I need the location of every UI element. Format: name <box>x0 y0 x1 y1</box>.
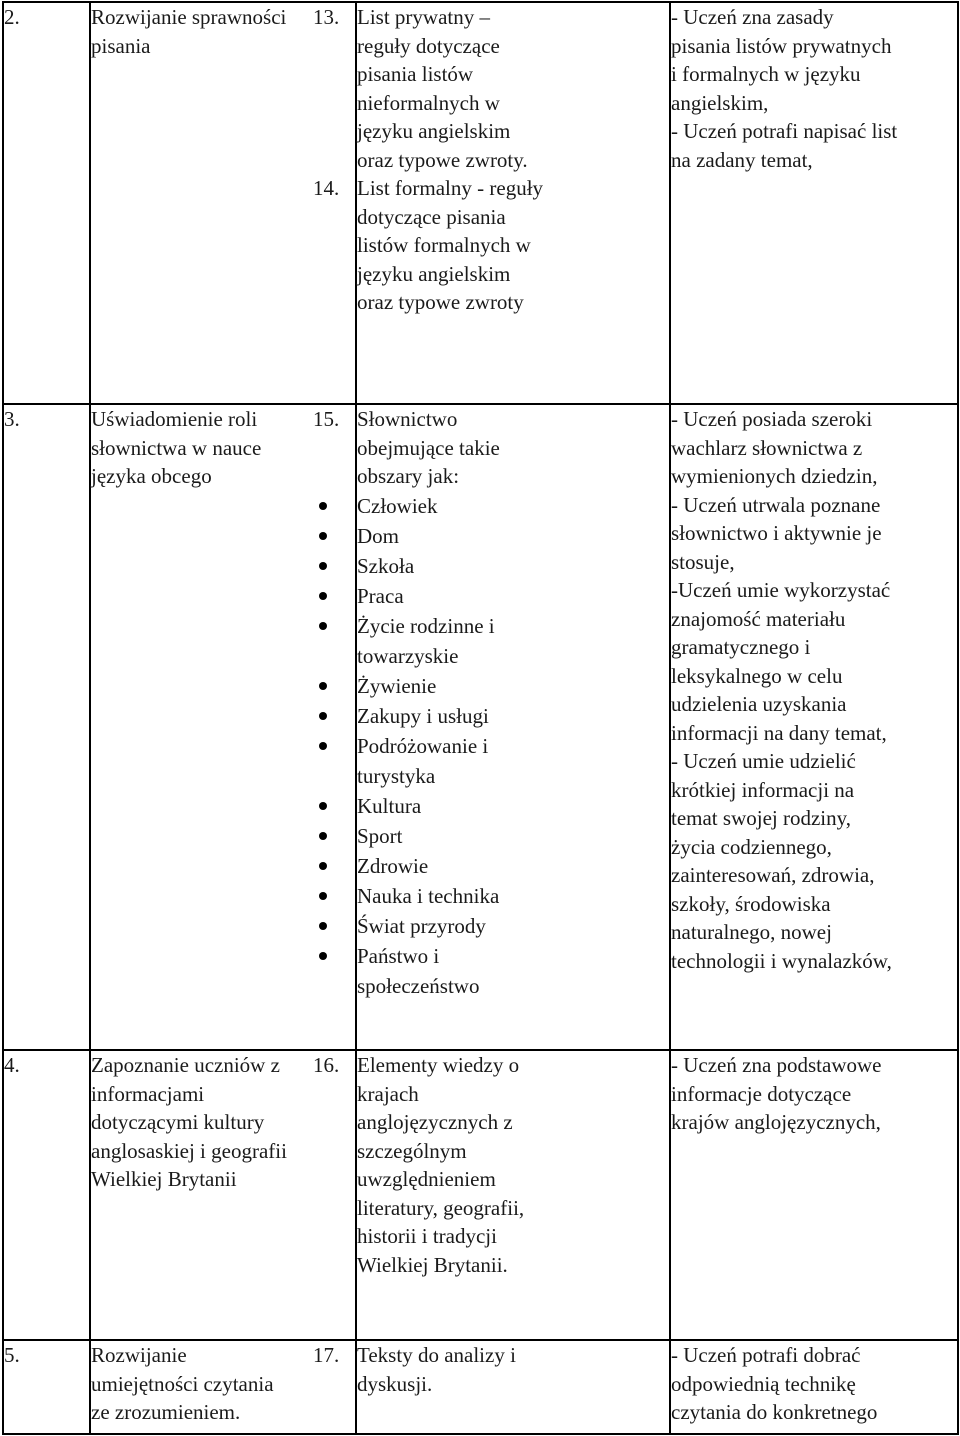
row-number-cell <box>3 404 90 1050</box>
content-line: dyskusji. <box>357 1371 433 1396</box>
list-item-line: Zakupy i usługi <box>357 703 489 728</box>
table-row <box>3 1340 958 1434</box>
list-item <box>357 881 669 911</box>
bullet-icon <box>319 832 327 840</box>
row-number-cell <box>3 1340 90 1434</box>
content-line: Teksty do analizy i <box>357 1343 516 1367</box>
content-cell <box>313 1050 670 1340</box>
list-item <box>357 521 669 551</box>
content-item-number: 13. <box>313 5 340 29</box>
bullet-icon <box>319 682 327 690</box>
bullet-icon <box>319 742 327 750</box>
outcome-cell <box>670 404 958 1050</box>
outcome-line: - Uczeń utrwala poznane <box>671 492 881 517</box>
content-line: anglojęzycznych z <box>357 1110 513 1134</box>
bullet-icon <box>319 922 327 930</box>
curriculum-table <box>2 1 959 1435</box>
row-number: 5. <box>4 1343 20 1367</box>
list-item-line: Świat przyrody <box>357 913 486 938</box>
outcome-line: zainteresowań, zdrowia, <box>671 863 875 887</box>
content-line: Elementy wiedzy o <box>357 1053 520 1077</box>
outcome-line: informacje dotyczące <box>671 1081 852 1106</box>
list-item-line: Życie rodzinne i <box>357 613 495 638</box>
topic-line: dotyczącymi kultury <box>91 1110 265 1134</box>
bullet-icon <box>319 862 327 870</box>
list-item-line: Praca <box>357 583 404 608</box>
list-item <box>357 821 669 851</box>
bullet-icon <box>319 802 327 810</box>
outcome-line: pisania listów prywatnych <box>671 33 892 58</box>
content-item-number: 17. <box>313 1343 340 1367</box>
outcome-line: czytania do konkretnego <box>671 1400 878 1424</box>
content-line: List formalny - reguły <box>357 176 544 200</box>
outcome-line: na zadany temat, <box>671 147 813 172</box>
topic-line: ze zrozumieniem. <box>91 1400 241 1424</box>
list-item <box>357 491 669 521</box>
content-line: szczególnym <box>357 1138 467 1163</box>
content-item-number: 16. <box>313 1053 340 1077</box>
content-item <box>313 174 669 317</box>
topic-line: Rozwijanie <box>91 1343 187 1367</box>
list-item-line: Szkoła <box>357 553 415 578</box>
outcome-line: leksykalnego w celu <box>671 663 843 688</box>
list-item-line: Kultura <box>357 793 422 818</box>
list-item-line: Żywienie <box>357 673 437 698</box>
outcome-line: krótkiej informacji na <box>671 777 855 802</box>
outcome-line: odpowiednią technikę <box>671 1371 856 1396</box>
topic-line: Uświadomienie roli <box>91 407 258 431</box>
content-line: języku angielskim <box>357 261 511 286</box>
table-row <box>3 404 958 1050</box>
list-item-line: Dom <box>357 523 399 548</box>
content-line: uwzględnieniem <box>357 1167 496 1191</box>
topic-line: umiejętności czytania <box>91 1371 274 1396</box>
list-item-line: Człowiek <box>357 493 438 518</box>
topic-cell <box>90 404 356 1050</box>
content-line: oraz typowe zwroty. <box>357 147 528 172</box>
list-item <box>357 551 669 581</box>
list-item <box>357 941 669 1001</box>
content-line: dotyczące pisania <box>357 204 506 229</box>
outcome-line: - Uczeń posiada szeroki <box>671 407 873 431</box>
content-line: obszary jak: <box>357 464 460 488</box>
topic-cell <box>90 1050 356 1340</box>
bullet-icon <box>319 712 327 720</box>
content-line: reguły dotyczące <box>357 33 500 58</box>
vocabulary-list <box>357 491 669 1001</box>
outcome-line: naturalnego, nowej <box>671 920 832 944</box>
bullet-icon <box>319 562 327 570</box>
content-cell <box>313 404 670 1050</box>
outcome-line: informacji na dany temat, <box>671 720 887 745</box>
list-item-line: Sport <box>357 823 403 848</box>
content-item-number: 15. <box>313 407 340 431</box>
row-number-cell <box>3 2 90 404</box>
content-item-number: 14. <box>313 176 340 200</box>
outcome-line: gramatycznego i <box>671 635 811 659</box>
topic-line: informacjami <box>91 1081 205 1106</box>
outcome-line: - Uczeń umie udzielić <box>671 749 856 773</box>
bullet-icon <box>319 892 327 900</box>
row-number: 4. <box>4 1053 20 1077</box>
bullet-icon <box>319 622 327 630</box>
topic-line: słownictwa w nauce <box>91 435 262 460</box>
content-cell <box>313 2 670 404</box>
content-item <box>313 1051 669 1279</box>
topic-line: języka obcego <box>91 464 212 488</box>
content-line: krajach <box>357 1081 419 1106</box>
outcome-line: wymienionych dziedzin, <box>671 464 878 488</box>
list-item-line: Państwo i <box>357 943 440 968</box>
content-line: Wielkiej Brytanii. <box>357 1252 508 1277</box>
content-line: obejmujące takie <box>357 435 500 460</box>
content-item <box>313 1341 669 1398</box>
topic-line: anglosaskiej i geografii <box>91 1138 287 1163</box>
list-item-line: Podróżowanie i <box>357 733 489 758</box>
table-row <box>3 2 958 404</box>
outcome-line: technologii i wynalazków, <box>671 948 892 973</box>
outcome-line: udzielenia uzyskania <box>671 692 847 716</box>
list-item-line: Nauka i technika <box>357 883 500 908</box>
outcome-line: - Uczeń potrafi dobrać <box>671 1343 861 1367</box>
list-item <box>357 671 669 701</box>
content-item <box>313 405 669 491</box>
row-number: 2. <box>4 5 20 29</box>
outcome-line: - Uczeń zna zasady <box>671 5 834 29</box>
outcome-line: znajomość materiału <box>671 606 846 631</box>
content-line: listów formalnych w <box>357 233 531 257</box>
content-line: oraz typowe zwroty <box>357 290 524 314</box>
outcome-line: szkoły, środowiska <box>671 891 831 916</box>
list-item <box>357 911 669 941</box>
list-item-line: społeczeństwo <box>357 973 480 998</box>
content-line: Słownictwo <box>357 407 458 431</box>
outcome-line: stosuje, <box>671 549 735 574</box>
table-row <box>3 1050 958 1340</box>
outcome-line: - Uczeń potrafi napisać list <box>671 119 898 143</box>
topic-cell <box>90 2 356 404</box>
topic-line: Zapoznanie uczniów z <box>91 1053 280 1077</box>
content-line: pisania listów <box>357 62 474 86</box>
topic-line: Wielkiej Brytanii <box>91 1167 237 1191</box>
topic-line: Rozwijanie sprawności <box>91 5 287 29</box>
list-item <box>357 611 669 671</box>
bullet-icon <box>319 532 327 540</box>
outcome-line: i formalnych w języku <box>671 62 861 86</box>
outcome-line: - Uczeń zna podstawowe <box>671 1053 882 1077</box>
outcome-cell <box>670 1050 958 1340</box>
outcome-line: temat swojej rodziny, <box>671 806 852 830</box>
list-item <box>357 851 669 881</box>
list-item <box>357 581 669 611</box>
outcome-cell <box>670 1340 958 1434</box>
content-line: literatury, geografii, <box>357 1195 525 1220</box>
outcome-cell <box>670 2 958 404</box>
list-item <box>357 701 669 731</box>
content-line: List prywatny – <box>357 5 490 29</box>
outcome-line: życia codziennego, <box>671 834 832 859</box>
topic-line: pisania <box>91 33 151 58</box>
outcome-line: -Uczeń umie wykorzystać <box>671 578 891 602</box>
content-line: nieformalnych w <box>357 90 500 115</box>
content-cell <box>313 1340 670 1434</box>
bullet-icon <box>319 952 327 960</box>
bullet-icon <box>319 502 327 510</box>
list-item-line: Zdrowie <box>357 853 429 878</box>
content-line: historii i tradycji <box>357 1224 497 1248</box>
list-item-line: towarzyskie <box>357 643 459 668</box>
list-item <box>357 791 669 821</box>
outcome-line: angielskim, <box>671 90 769 115</box>
outcome-line: słownictwo i aktywnie je <box>671 521 882 545</box>
outcome-line: wachlarz słownictwa z <box>671 435 863 460</box>
row-number-cell <box>3 1050 90 1340</box>
bullet-icon <box>319 592 327 600</box>
list-item-line: turystyka <box>357 763 436 788</box>
row-number: 3. <box>4 407 20 431</box>
outcome-line: krajów anglojęzycznych, <box>671 1110 881 1134</box>
content-line: języku angielskim <box>357 119 511 143</box>
list-item <box>357 731 669 791</box>
content-item <box>313 3 669 174</box>
